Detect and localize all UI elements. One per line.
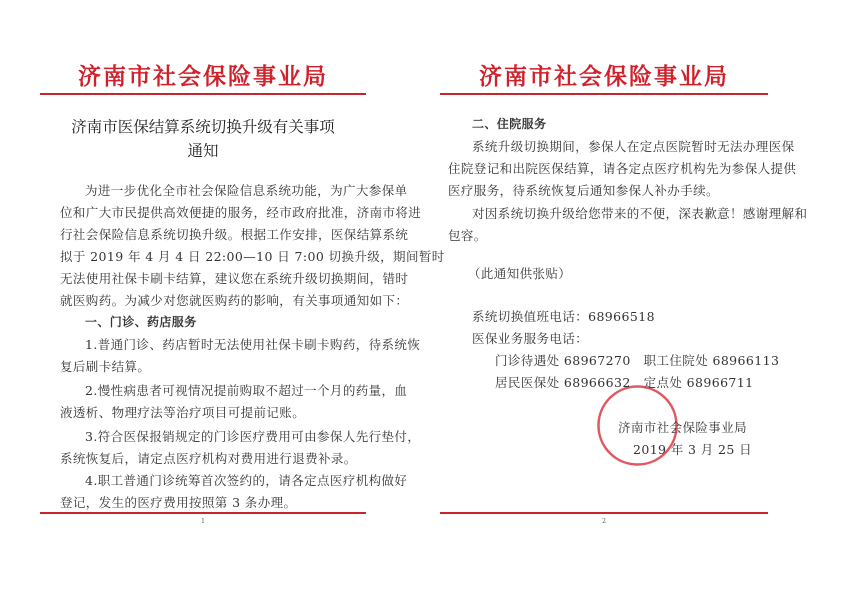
header-rule xyxy=(40,93,366,95)
section-heading: 一、门诊、药店服务 xyxy=(85,315,197,329)
section-heading: 二、住院服务 xyxy=(472,117,547,131)
body-line: 无法使用社保卡刷卡结算，建议您在系统升级切换期间，错时 xyxy=(60,271,409,286)
body-line: 拟于 2019 年 4 月 4 日 22:00—10 日 7:00 切换升级，期间暂时 xyxy=(60,249,445,264)
letterhead: 济南市社会保险事业局 xyxy=(479,63,729,90)
body-line: 对因系统切换升级给您带来的不便，深表歉意！感谢理解和 xyxy=(472,206,808,221)
duty-phone: 系统切换值班电话：68966518 xyxy=(472,309,655,324)
issuer-signature: 济南市社会保险事业局 xyxy=(618,420,748,435)
body-line: 就医购药。为减少对您就医购药的影响，有关事项通知如下： xyxy=(60,293,409,308)
header-rule xyxy=(440,93,768,95)
letterhead: 济南市社会保险事业局 xyxy=(78,63,328,90)
page-1 xyxy=(40,0,445,601)
body-line: 复后刷卡结算。 xyxy=(60,359,151,374)
body-line: 为进一步优化全市社会保险信息系统功能，为广大参保单 xyxy=(85,183,408,198)
footer-rule xyxy=(440,512,768,514)
body-line: 住院登记和出院医保结算，请各定点医疗机构先为参保人提供 xyxy=(448,161,797,176)
body-line: 2.慢性病患者可视情况提前购取不超过一个月的药量，血 xyxy=(85,383,408,398)
page-2 xyxy=(440,0,808,601)
page-number: 1 xyxy=(201,518,205,525)
page-number: 2 xyxy=(602,518,606,525)
footer-rule xyxy=(40,512,366,514)
body-line: 系统升级切换期间，参保人在定点医院暂时无法办理医保 xyxy=(472,139,795,154)
body-line: 登记，发生的医疗费用按照第 3 条办理。 xyxy=(60,495,297,510)
body-line: 包容。 xyxy=(448,228,487,243)
phone-line: 门诊待遇处 68967270 职工住院处 68966113 xyxy=(495,353,780,368)
body-line: 液透析、物理疗法等治疗项目可提前记账。 xyxy=(60,405,306,420)
posting-note: （此通知供张贴） xyxy=(468,266,572,281)
issue-date: 2019 年 3 月 25 日 xyxy=(633,442,753,457)
body-line: 4.职工普通门诊统筹首次签约的，请各定点医疗机构做好 xyxy=(85,473,408,488)
body-line: 1.普通门诊、药店暂时无法使用社保卡刷卡购药，待系统恢 xyxy=(85,337,421,352)
document-title: 济南市医保结算系统切换升级有关事项 xyxy=(71,118,335,136)
body-line: 行社会保险信息系统切换升级。根据工作安排，医保结算系统 xyxy=(60,227,409,242)
body-line: 系统恢复后，请定点医疗机构对费用进行退费补录。 xyxy=(60,451,357,466)
body-line: 医疗服务，待系统恢复后通知参保人补办手续。 xyxy=(448,183,719,198)
body-line: 位和广大市民提供高效便捷的服务，经市政府批准，济南市将进 xyxy=(60,205,422,220)
body-line: 3.符合医保报销规定的门诊医疗费用可由参保人先行垫付， xyxy=(85,429,421,444)
service-phone-label: 医保业务服务电话： xyxy=(472,331,589,346)
phone-line: 居民医保处 68966632 定点处 68966711 xyxy=(495,375,754,390)
document-title-line-2: 通知 xyxy=(187,142,219,160)
